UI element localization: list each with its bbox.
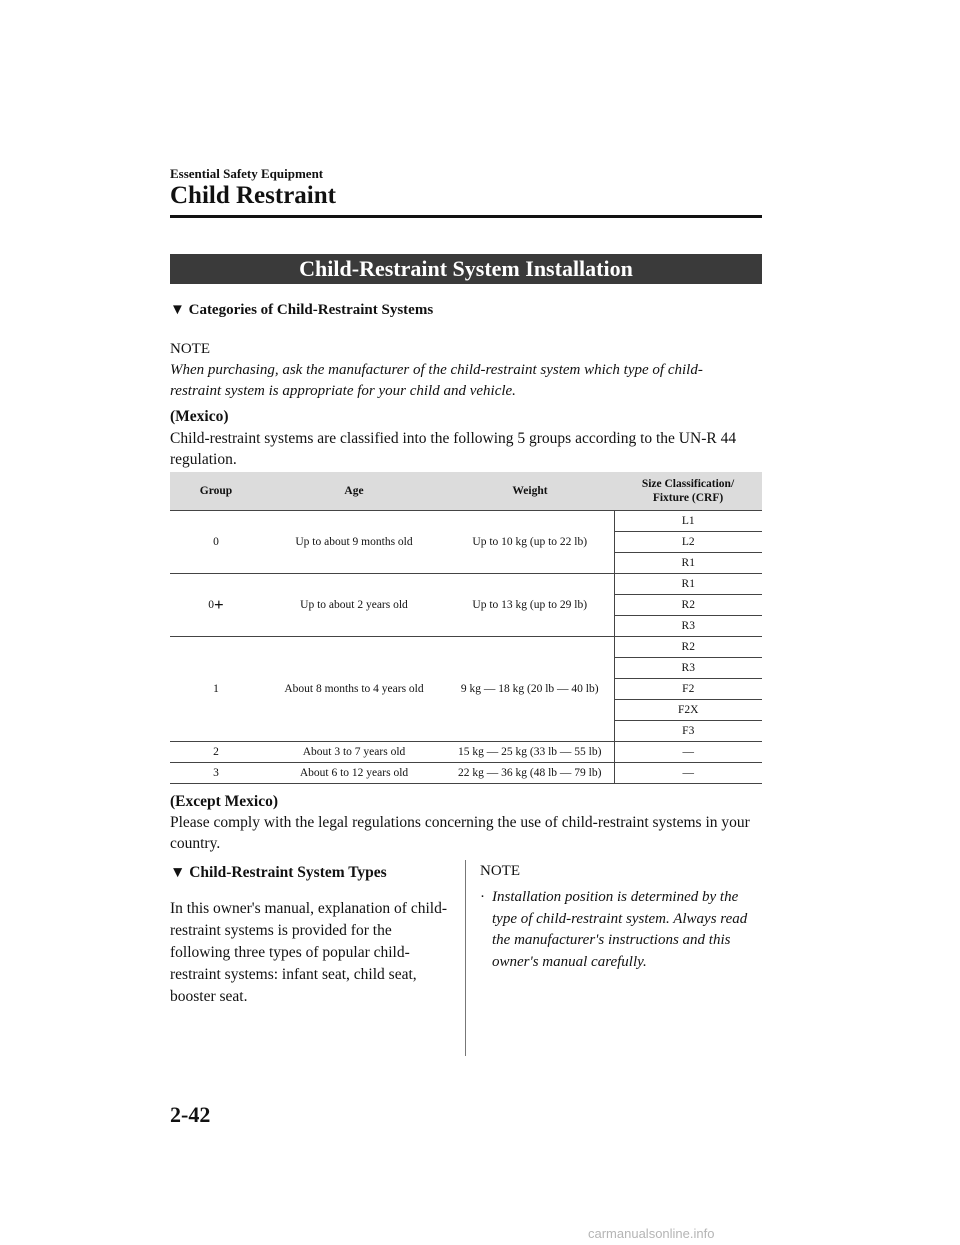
section-title: Child Restraint <box>170 182 336 209</box>
except-mexico-heading: (Except Mexico) <box>170 793 279 810</box>
cell-group <box>170 637 262 742</box>
title-rule <box>170 215 762 218</box>
column-divider <box>465 860 466 1056</box>
cell-weight: 15 kg — 25 kg (33 lb — 55 lb) <box>446 742 614 763</box>
cell-crf: R2 <box>614 595 762 616</box>
cell-crf: F2 <box>614 679 762 700</box>
cell-crf: — <box>614 763 762 784</box>
triangle-marker-icon: ▼ <box>170 302 185 318</box>
note-text: When purchasing, ask the manufacturer of the child-restraint system which type of child-restraint system is appropriate for your child and vehicle. <box>170 362 703 399</box>
types-text: In this owner's manual, explanation of child-restraint systems is provided for the following three types of popular child-restraint systems: infant seat, child seat, booster seat. <box>170 900 447 1005</box>
header-crf <box>614 472 762 511</box>
groups-table <box>170 472 762 784</box>
types-note-text: Installation position is determined by the type of child-restraint system. Always read the manufacturer's instructions and this owner's manual carefully. <box>492 889 748 970</box>
mexico-text: Child-restraint systems are classified into the following 5 groups according to the UN-R 44 regulation. <box>170 430 737 468</box>
group-value: 3 <box>213 767 219 779</box>
cell-age: Up to about 2 years old <box>262 574 446 637</box>
table-row <box>170 637 762 658</box>
note-label: NOTE <box>170 341 210 357</box>
table-row <box>170 742 762 763</box>
table-row <box>170 763 762 784</box>
cell-weight: 9 kg — 18 kg (20 lb — 40 lb) <box>446 637 614 742</box>
cell-age: About 8 months to 4 years old <box>262 637 446 742</box>
categories-heading <box>170 302 433 319</box>
group-value: 0 <box>213 536 219 548</box>
cell-crf: R2 <box>614 637 762 658</box>
table-row <box>170 574 762 595</box>
except-mexico-text: Please comply with the legal regulations concerning the use of child-restraint systems in your country. <box>170 814 750 852</box>
cell-crf: R3 <box>614 658 762 679</box>
types-heading <box>170 864 455 882</box>
cell-age: About 6 to 12 years old <box>262 763 446 784</box>
table-row <box>170 511 762 532</box>
header-crf-line2: Fixture (CRF) <box>652 492 724 504</box>
group-value: 0 <box>208 599 215 611</box>
cell-crf: F2X <box>614 700 762 721</box>
cell-group <box>170 763 262 784</box>
cell-crf: R1 <box>614 574 762 595</box>
table-header-row <box>170 472 762 511</box>
cell-age: About 3 to 7 years old <box>262 742 446 763</box>
cell-crf: L2 <box>614 532 762 553</box>
group-value: 1 <box>213 683 219 695</box>
cell-crf: R1 <box>614 553 762 574</box>
header-crf-line1: Size Classification/ <box>641 478 735 490</box>
cell-weight: Up to 10 kg (up to 22 lb) <box>446 511 614 574</box>
plus-icon: + <box>214 595 224 614</box>
cell-crf: F3 <box>614 721 762 742</box>
triangle-marker-icon: ▼ <box>170 864 186 881</box>
page-number: 2-42 <box>170 1102 211 1127</box>
cell-crf: R3 <box>614 616 762 637</box>
cell-weight: Up to 13 kg (up to 29 lb) <box>446 574 614 637</box>
cell-crf: L1 <box>614 511 762 532</box>
cell-crf: — <box>614 742 762 763</box>
types-note-label: NOTE <box>480 863 520 879</box>
watermark: carmanualsonline.info <box>588 1226 715 1241</box>
header-group: Group <box>170 472 262 511</box>
categories-heading-text: Categories of Child-Restraint Systems <box>188 302 434 318</box>
header-age: Age <box>262 472 446 511</box>
cell-group <box>170 574 262 637</box>
cell-weight: 22 kg — 36 kg (48 lb — 79 lb) <box>446 763 614 784</box>
cell-group <box>170 742 262 763</box>
group-value: 2 <box>213 746 219 758</box>
types-note-bullet <box>480 887 762 973</box>
header-weight: Weight <box>446 472 614 511</box>
chapter-label: Essential Safety Equipment <box>170 166 324 181</box>
types-heading-text: Child-Restraint System Types <box>189 864 387 881</box>
cell-group <box>170 511 262 574</box>
bullet-dot-icon: · <box>480 889 485 905</box>
banner-title: Child-Restraint System Installation <box>170 254 762 284</box>
cell-age: Up to about 9 months old <box>262 511 446 574</box>
mexico-heading: (Mexico) <box>170 408 229 425</box>
